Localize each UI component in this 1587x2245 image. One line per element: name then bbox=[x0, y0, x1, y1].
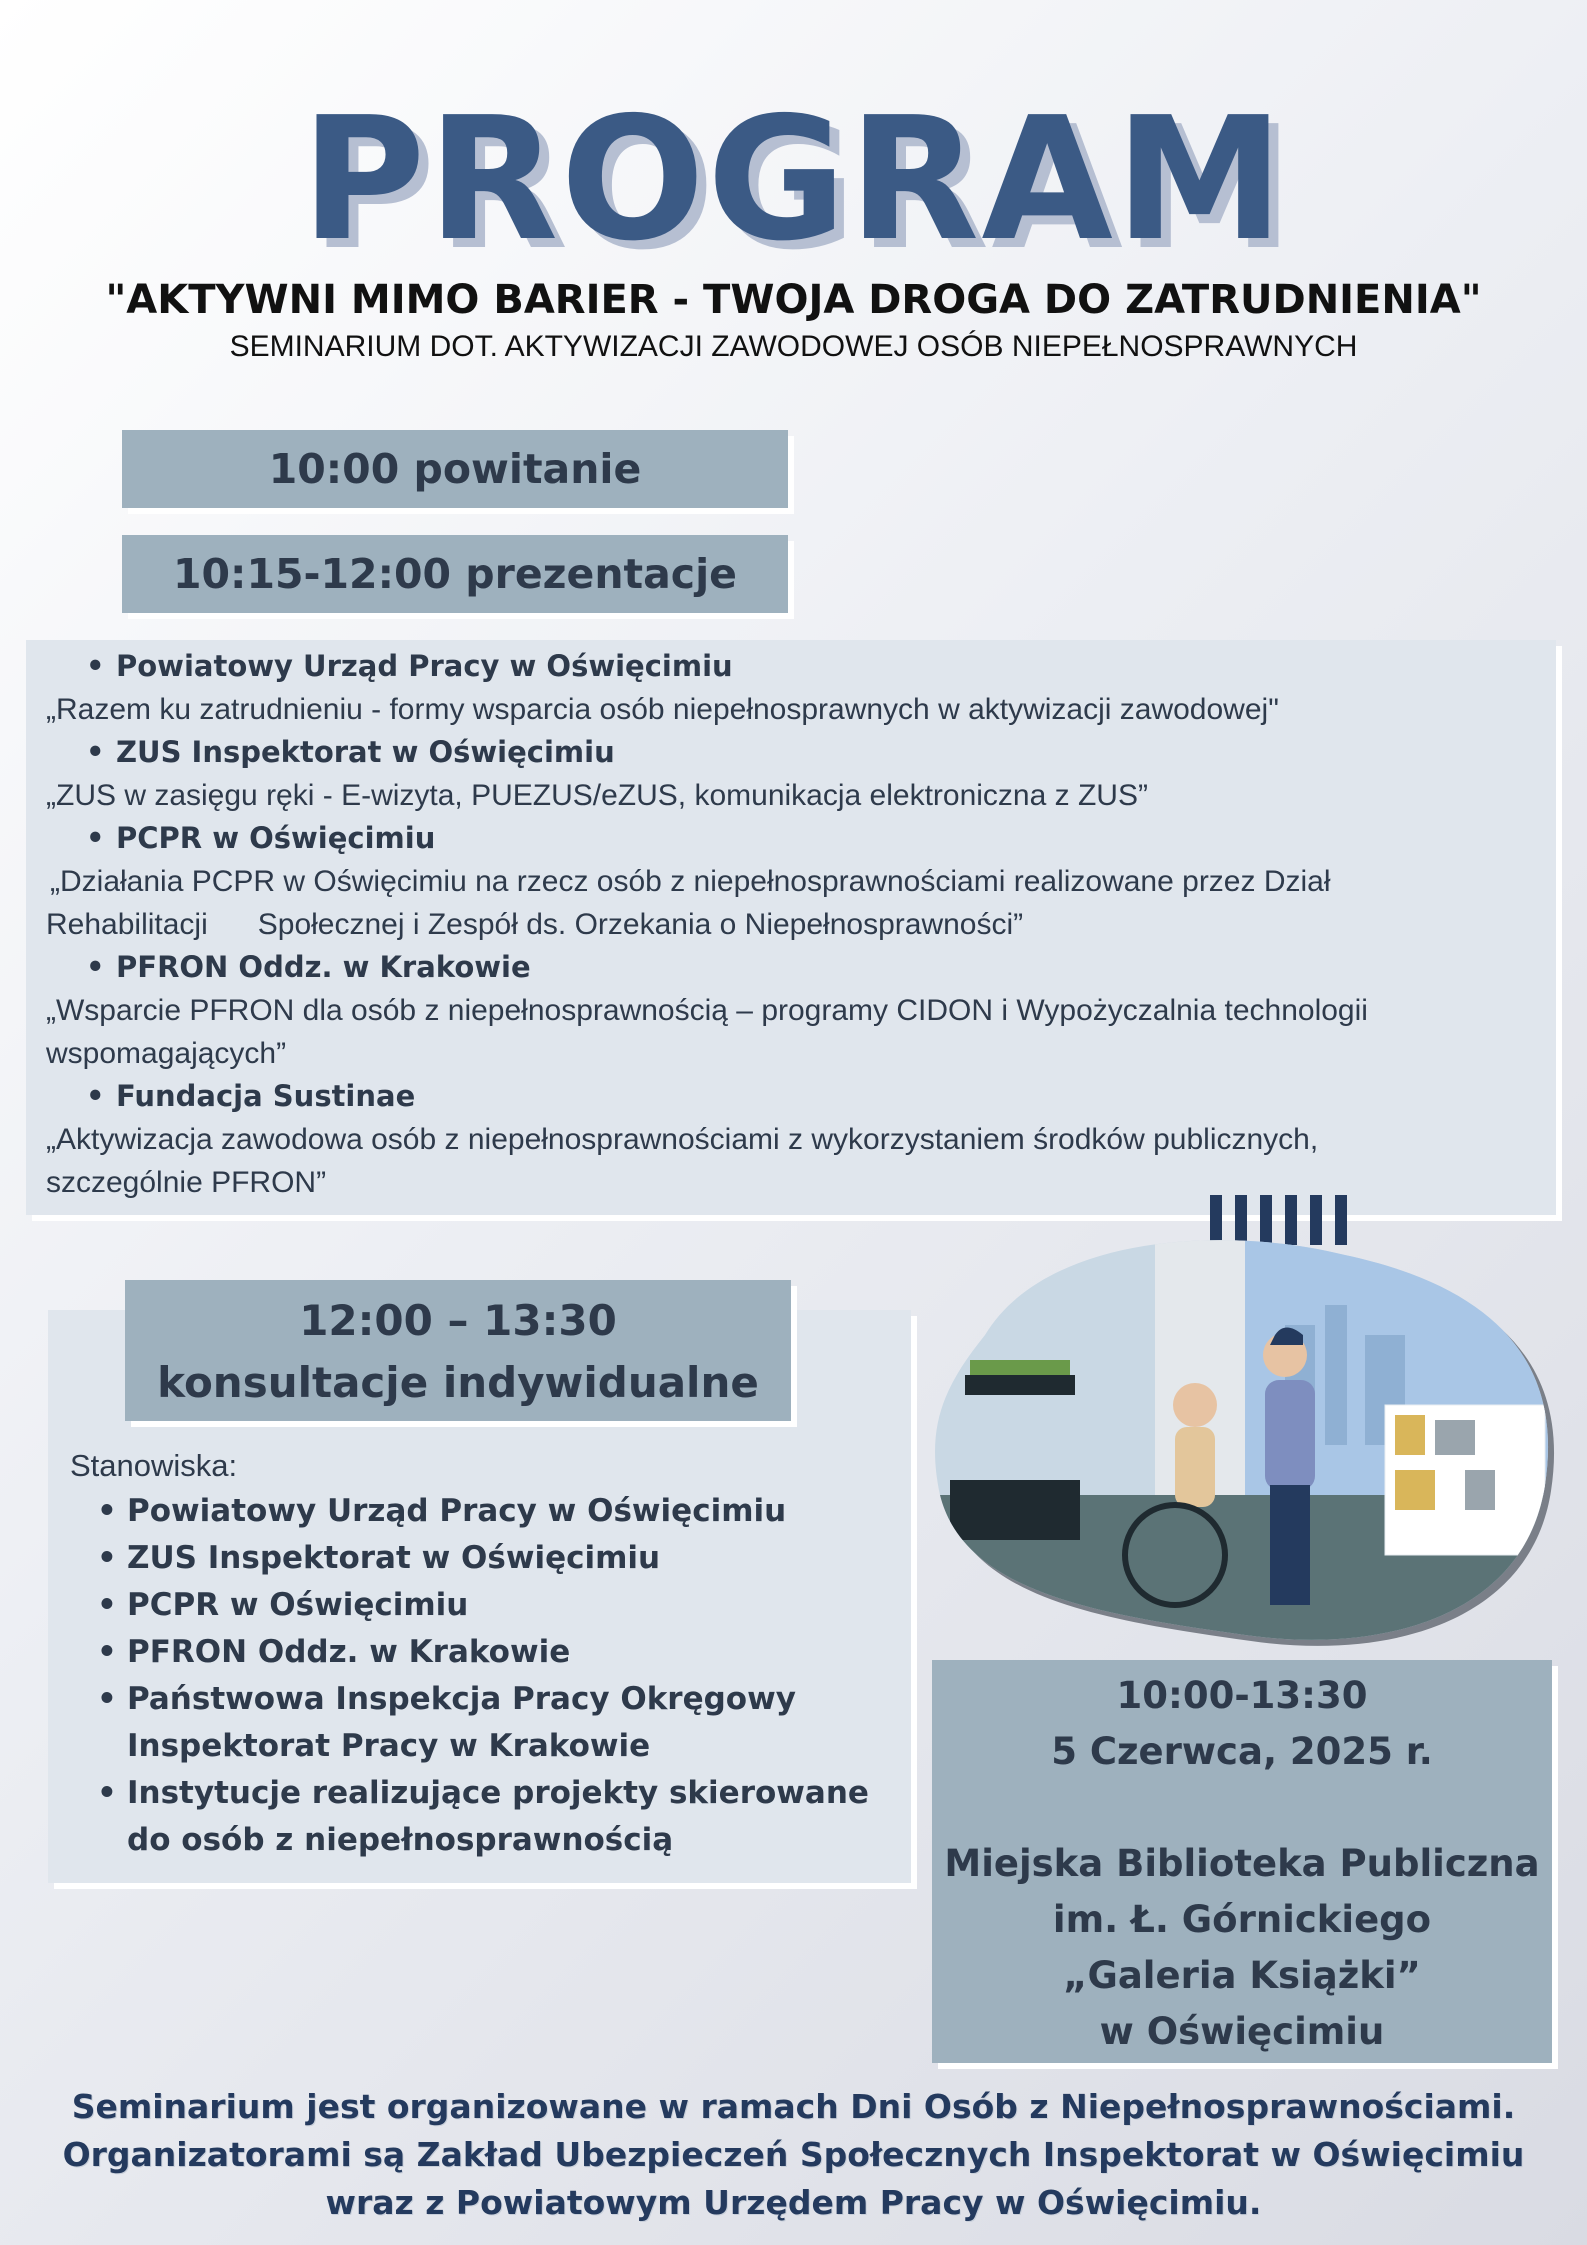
presentation-org: • Fundacja Sustinae bbox=[36, 1075, 1536, 1118]
event-date: 5 Czerwca, 2025 r. bbox=[1051, 1730, 1433, 1773]
presentation-talk: „Działania PCPR w Oświęcimiu na rzecz osób z niepełnosprawnościami realizowane przez Dział bbox=[50, 865, 1331, 898]
consultations-heading: Stanowiska: bbox=[70, 1448, 238, 1483]
list-item: • ZUS Inspektorat w Oświęcimiu bbox=[97, 1535, 897, 1582]
presentation-org: • Powiatowy Urząd Pracy w Oświęcimiu bbox=[36, 645, 1536, 688]
venue-line: im. Ł. Górnickiego bbox=[1052, 1898, 1432, 1941]
presentation-org: • PFRON Oddz. w Krakowie bbox=[36, 946, 1536, 989]
presentation-talk: „Wsparcie PFRON dla osób z niepełnosprawnością – programy CIDON i Wypożyczalnia technologii bbox=[46, 994, 1368, 1027]
event-hours: 10:00-13:30 bbox=[1116, 1674, 1368, 1717]
venue-line: Miejska Biblioteka Publiczna bbox=[944, 1842, 1540, 1885]
presentation-talk: „Aktywizacja zawodowa osób z niepełnosprawnościami z wykorzystaniem środków publicznych, bbox=[46, 1123, 1319, 1156]
office-illustration bbox=[925, 1195, 1565, 1655]
venue-line: w Oświęcimiu bbox=[1099, 2010, 1385, 2053]
list-item: • Państwowa Inspekcja Pracy Okręgowy Inspektorat Pracy w Krakowie bbox=[97, 1676, 897, 1770]
consultations-time-box bbox=[125, 1280, 791, 1421]
presentations-time-box: 10:15-12:00 prezentacje bbox=[122, 535, 788, 613]
list-item: • PCPR w Oświęcimiu bbox=[97, 1582, 897, 1629]
presentation-talk: wspomagających” bbox=[46, 1037, 287, 1070]
presentations-panel bbox=[26, 640, 1556, 1215]
consultations-time: 12:00 – 13:30 bbox=[299, 1296, 617, 1345]
list-item: • PFRON Oddz. w Krakowie bbox=[97, 1629, 897, 1676]
presentation-talk: szczególnie PFRON” bbox=[46, 1166, 327, 1199]
event-description: SEMINARIUM DOT. AKTYWIZACJI ZAWODOWEJ OSÓB NIEPEŁNOSPRAWNYCH bbox=[229, 330, 1358, 363]
consultations-title: konsultacje indywidualne bbox=[157, 1358, 759, 1407]
footer-line: Organizatorami są Zakład Ubezpieczeń Społecznych Inspektorat w Oświęcimiu bbox=[62, 2135, 1525, 2174]
page-title: PROGRAM bbox=[300, 81, 1287, 279]
presentation-talk: „Razem ku zatrudnieniu - formy wsparcia osób niepełnosprawnych w aktywizacji zawodowej" bbox=[46, 693, 1279, 726]
presentation-talk: Rehabilitacji Społecznej i Zespół ds. Orzekania o Niepełnosprawności” bbox=[46, 908, 1024, 941]
event-subtitle: "AKTYWNI MIMO BARIER - TWOJA DROGA DO ZATRUDNIENIA" bbox=[105, 277, 1482, 323]
stripes-decoration bbox=[1210, 1195, 1347, 1245]
presentation-org: • ZUS Inspektorat w Oświęcimiu bbox=[36, 731, 1536, 774]
consultations-list bbox=[97, 1488, 897, 1864]
footer-note bbox=[0, 2083, 1587, 2227]
presentations-list bbox=[36, 645, 1536, 1204]
list-item: • Instytucje realizujące projekty skierowane do osób z niepełnosprawnością bbox=[97, 1770, 897, 1864]
presentation-org: • PCPR w Oświęcimiu bbox=[36, 817, 1536, 860]
venue-line: „Galeria Książki” bbox=[1063, 1954, 1421, 1997]
footer-line: wraz z Powiatowym Urzędem Pracy w Oświęcimiu. bbox=[325, 2183, 1262, 2222]
list-item: • Powiatowy Urząd Pracy w Oświęcimiu bbox=[97, 1488, 897, 1535]
footer-line: Seminarium jest organizowane w ramach Dni Osób z Niepełnosprawnościami. bbox=[71, 2087, 1516, 2126]
presentation-talk: „ZUS w zasięgu ręki - E-wizyta, PUEZUS/eZUS, komunikacja elektroniczna z ZUS” bbox=[46, 779, 1148, 812]
welcome-time-box: 10:00 powitanie bbox=[122, 430, 788, 508]
event-info-box bbox=[932, 1660, 1552, 2063]
